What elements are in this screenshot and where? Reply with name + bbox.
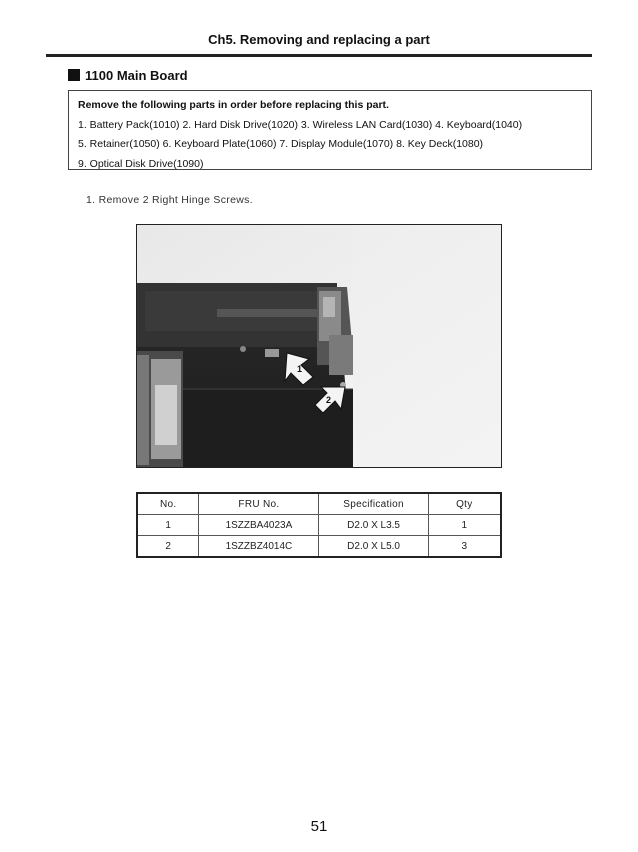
parts-table	[136, 492, 502, 558]
header-qty: Qty	[428, 493, 501, 515]
cell-specification: D2.0 X L5.0	[319, 536, 428, 558]
step-instruction: 1. Remove 2 Right Hinge Screws.	[86, 194, 253, 206]
callout-label-1: 1	[297, 364, 303, 374]
table-row	[137, 536, 501, 558]
callout-label-2: 2	[326, 395, 332, 405]
prerequisites-line: 5. Retainer(1050) 6. Keyboard Plate(1060) 7. Display Module(1070) 8. Key Deck(1080)	[78, 138, 484, 150]
header-specification: Specification	[319, 493, 428, 515]
cell-qty: 3	[428, 536, 501, 558]
table-header-row	[137, 493, 501, 515]
page-number: 51	[310, 818, 328, 835]
prerequisites-lead: Remove the following parts in order before replacing this part.	[78, 99, 389, 111]
cell-fru-no: 1SZZBA4023A	[199, 515, 319, 536]
cell-fru-no: 1SZZBZ4014C	[199, 536, 319, 558]
section-heading	[68, 66, 188, 84]
header-no: No.	[137, 493, 199, 515]
prerequisites-line: 1. Battery Pack(1010) 2. Hard Disk Drive(1020) 3. Wireless LAN Card(1030) 4. Keyboard(1040)	[78, 118, 523, 131]
prerequisites-line: 9. Optical Disk Drive(1090)	[78, 157, 204, 170]
photo-illustration	[137, 225, 501, 467]
black-square-icon	[68, 69, 80, 81]
chapter-header	[46, 32, 592, 57]
hinge-screws-photo	[136, 224, 502, 468]
cell-no: 1	[137, 515, 199, 536]
header-fru-no: FRU No.	[199, 493, 319, 515]
section-title-text: 1100 Main Board	[85, 67, 188, 83]
prerequisites-box	[68, 90, 592, 170]
cell-no: 2	[137, 536, 199, 558]
cell-qty: 1	[428, 515, 501, 536]
cell-specification: D2.0 X L3.5	[319, 515, 428, 536]
chapter-title: Ch5. Removing and replacing a part	[208, 32, 430, 47]
table-row	[137, 515, 501, 536]
